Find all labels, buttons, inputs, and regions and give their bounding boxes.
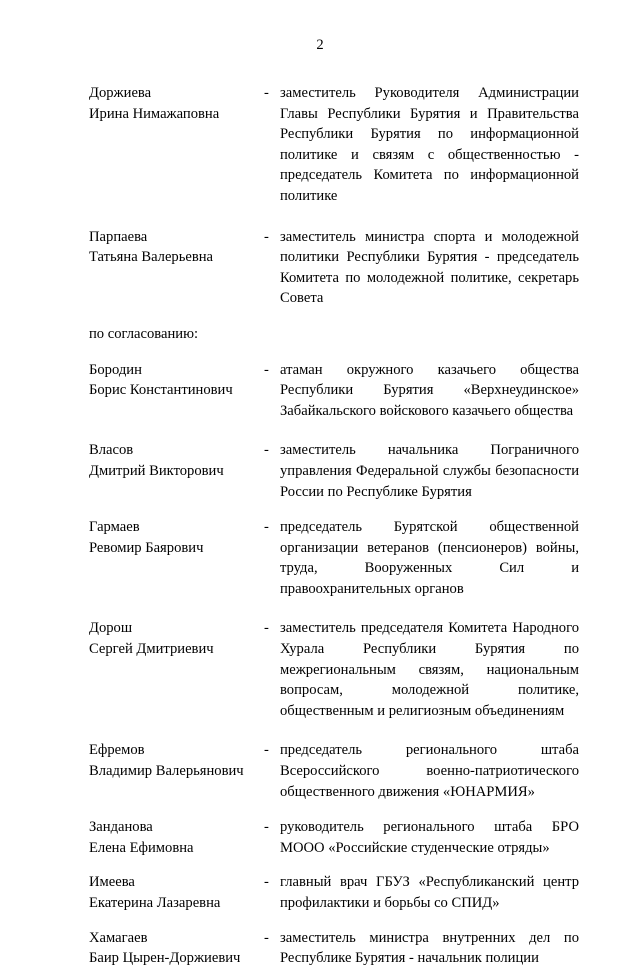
member-surname: Занданова [89, 819, 153, 836]
member-surname: Имеева [89, 874, 135, 891]
member-given-name: Екатерина Лазаревна [89, 895, 221, 911]
member-name [89, 227, 264, 309]
member-entry [89, 517, 579, 599]
member-name [89, 517, 264, 599]
member-name [89, 817, 264, 858]
member-name [89, 928, 264, 969]
member-surname: Хамагаев [89, 929, 148, 946]
member-name [89, 360, 264, 422]
member-entry [89, 928, 579, 969]
member-role: председатель регионального штаба Всероссийского военно-патриотического общественного движения «ЮНАРМИЯ» [280, 742, 579, 800]
member-given-name: Сергей Дмитриевич [89, 641, 214, 658]
section-label: по согласованию: [89, 325, 199, 342]
member-surname: Гармаев [89, 519, 140, 536]
member-entry [89, 83, 579, 207]
member-surname: Власов [89, 442, 134, 459]
member-entry [89, 227, 579, 309]
page-number: 2 [316, 37, 324, 53]
member-given-name: Борис Константинович [89, 382, 233, 399]
member-entry [89, 618, 579, 721]
member-name [89, 872, 264, 913]
member-list [89, 83, 579, 969]
member-role: заместитель министра внутренних дел по Республике Бурятия - начальник полиции [280, 929, 579, 967]
member-role: главный врач ГБУЗ «Республиканский центр профилактики и борьбы со СПИД» [280, 874, 579, 911]
member-given-name: Татьяна Валерьевна [89, 249, 214, 266]
member-given-name: Владимир Валерьянович [89, 763, 244, 780]
dash-separator: - [264, 742, 269, 759]
member-role: заместитель министра спорта и молодежной политики Республики Бурятия - председатель Комитета по молодежной политике, секретарь Совета [280, 228, 579, 307]
member-role: заместитель председателя Комитета Народного Хурала Республики Бурятия по межрегиональным связям, национальным вопросам, молодежной политике, общественным и религиозным объединениям [280, 620, 579, 719]
member-entry [89, 872, 579, 913]
member-given-name: Елена Ефимовна [89, 839, 194, 856]
dash-separator: - [264, 228, 269, 245]
dash-separator: - [264, 361, 269, 378]
dash-separator: - [264, 85, 269, 101]
dash-separator: - [264, 620, 269, 637]
member-entry [89, 440, 579, 502]
member-name [89, 440, 264, 502]
member-surname: Дорош [89, 620, 133, 637]
member-role: заместитель Руководителя Администрации Главы Республики Бурятия и Правительства Республики Бурятия по информационной политике и связям с общественностью - председатель Комитета по информационной политике [280, 85, 579, 204]
member-role: руководитель регионального штаба БРО МООО «Российские студенческие отряды» [280, 819, 579, 856]
dash-separator: - [264, 519, 269, 536]
member-role: атаман окружного казачьего общества Республики Бурятия «Верхнеудинское» Забайкальского войскового казачьего общества [280, 361, 579, 419]
dash-separator: - [264, 929, 269, 946]
member-surname: Парпаева [89, 228, 148, 245]
member-entry [89, 817, 579, 858]
member-entry [89, 740, 579, 802]
member-name [89, 618, 264, 721]
dash-separator: - [264, 442, 269, 459]
member-given-name: Баир Цырен-Доржиевич [89, 950, 241, 967]
member-given-name: Ревомир Баярович [89, 539, 204, 556]
member-entry [89, 360, 579, 422]
dash-separator: - [264, 874, 269, 891]
member-given-name: Ирина Нимажаповна [89, 105, 220, 122]
dash-separator: - [264, 819, 269, 836]
member-surname: Бородин [89, 361, 142, 378]
member-surname: Доржиева [89, 85, 152, 101]
member-role: председатель Бурятской общественной организации ветеранов (пенсионеров) войны, труда, Вооруженных Сил и правоохранительных органов [280, 519, 579, 597]
member-surname: Ефремов [89, 742, 145, 759]
member-name [89, 740, 264, 802]
member-role: заместитель начальника Пограничного управления Федеральной службы безопасности России по Республике Бурятия [280, 442, 579, 500]
member-given-name: Дмитрий Викторович [89, 462, 224, 479]
member-name [89, 83, 264, 207]
